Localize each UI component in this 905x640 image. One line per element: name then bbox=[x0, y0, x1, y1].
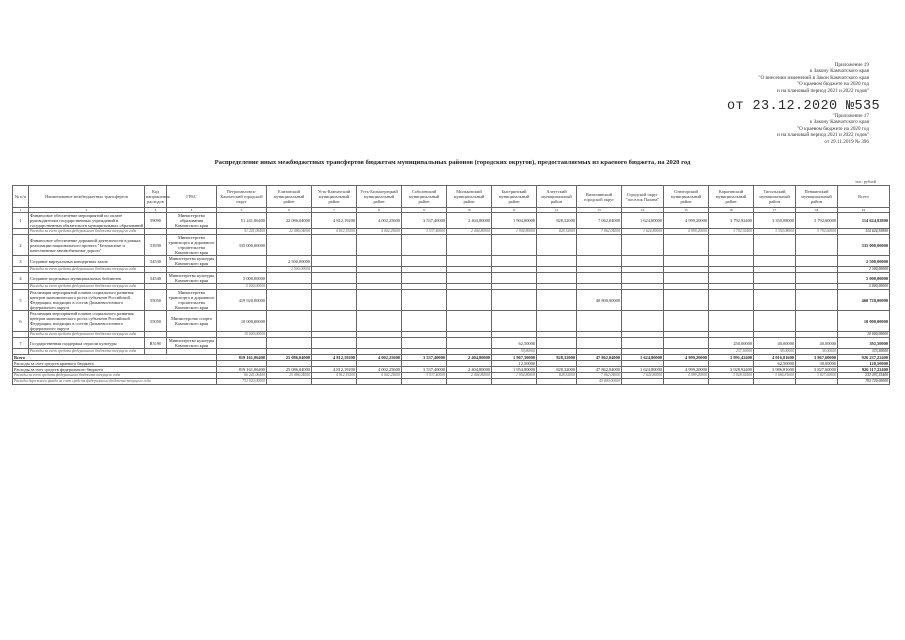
amount-cell: 250,00000 bbox=[709, 338, 754, 349]
total-amount-cell bbox=[754, 379, 796, 385]
column-header: Олюторский муниципальный район bbox=[664, 186, 709, 208]
total-amount-cell: 1 954,80000 bbox=[492, 367, 537, 373]
total-amount-cell: 62,50000 bbox=[754, 361, 796, 367]
total-amount-cell bbox=[537, 379, 577, 385]
column-number: 13 bbox=[577, 208, 622, 213]
amount-cell: 51 241,06400 bbox=[217, 229, 267, 235]
expense-code: 59090 bbox=[145, 213, 167, 229]
amount-cell: 3 792,60000 bbox=[796, 213, 838, 229]
transfer-name: Финансовое обеспечение дорожной деятельности в рамках реализации национального проекта "Безопасные и качественные автомобильные дороги" bbox=[29, 235, 145, 256]
amount-cell: 3 792,60000 bbox=[796, 229, 838, 235]
amount-cell bbox=[402, 311, 447, 332]
amount-cell bbox=[664, 290, 709, 311]
total-amount-cell bbox=[664, 379, 709, 385]
grbs-name: Министерство транспорта и дорожного строительства Камчатского края bbox=[167, 290, 217, 311]
amount-cell: 460 720,00000 bbox=[838, 290, 890, 311]
row-number: 4 bbox=[13, 273, 29, 284]
amount-cell: 5 000,00000 bbox=[838, 284, 890, 290]
row-number: 7 bbox=[13, 338, 29, 349]
amount-cell: 3 537,40000 bbox=[402, 213, 447, 229]
amount-cell bbox=[312, 311, 357, 332]
total-amount-cell: 232 297,22400 bbox=[838, 373, 890, 379]
total-amount-cell: 3 537,40000 bbox=[402, 355, 447, 361]
total-amount-cell: 2 404,80000 bbox=[447, 367, 492, 373]
total-amount-cell: 926 117,22400 bbox=[838, 367, 890, 373]
total-amount-cell: 819 161,06400 bbox=[217, 355, 267, 361]
amount-cell: 59,80000 bbox=[492, 349, 537, 355]
amount-cell: 4 812,19200 bbox=[312, 229, 357, 235]
transfer-name: Финансовое обеспечение мероприятий по оплате руководителям государственных учреждений и государственных обязательств муниципальных образований bbox=[30, 213, 143, 228]
total-amount-cell: 4 812,19200 bbox=[312, 373, 357, 379]
column-number: 2 bbox=[29, 208, 145, 213]
grbs-name: Министерство транспорта и дорожного строительства Камчатского края bbox=[167, 235, 217, 256]
total-amount-cell: 3 986,81600 bbox=[754, 367, 796, 373]
column-header: Всего bbox=[838, 186, 890, 208]
column-header: Вилючинский городской округ bbox=[577, 186, 622, 208]
column-number: 7 bbox=[312, 208, 357, 213]
column-number: 19 bbox=[838, 208, 890, 213]
amount-cell bbox=[492, 311, 537, 332]
amount-cell: 2 500,00000 bbox=[838, 256, 890, 267]
amount-cell bbox=[312, 273, 357, 284]
total-amount-cell bbox=[447, 379, 492, 385]
column-header: Пенжинский муниципальный район bbox=[796, 186, 838, 208]
column-number: 12 bbox=[537, 208, 577, 213]
amount-cell bbox=[577, 338, 622, 349]
amount-cell bbox=[537, 256, 577, 267]
amount-cell: 7 062,04000 bbox=[577, 229, 622, 235]
amount-cell bbox=[447, 290, 492, 311]
column-header: ГРБС bbox=[167, 186, 217, 208]
amount-cell bbox=[577, 273, 622, 284]
amount-cell bbox=[402, 338, 447, 349]
subheader-line: "О краевом бюджете на 2020 год bbox=[796, 125, 869, 132]
amount-cell bbox=[402, 235, 447, 256]
grbs-name: Министерство спорта Камчатского края bbox=[167, 311, 217, 332]
amount-cell bbox=[267, 235, 312, 256]
amount-cell: 4 999,20000 bbox=[664, 229, 709, 235]
expense-code: R5190 bbox=[145, 338, 167, 349]
appendix-line: "О внесении изменений в Закон Камчатского края bbox=[758, 74, 869, 81]
subheader-line: и на плановый период 2021 и 2022 годов" bbox=[777, 132, 869, 139]
amount-cell bbox=[447, 338, 492, 349]
amount-cell bbox=[664, 338, 709, 349]
total-amount-cell: 752 920,00000 bbox=[217, 379, 267, 385]
amount-cell: 2 404,80000 bbox=[447, 213, 492, 229]
amount-cell bbox=[754, 290, 796, 311]
amount-cell bbox=[796, 273, 838, 284]
amount-cell bbox=[217, 256, 267, 267]
amount-cell bbox=[709, 311, 754, 332]
total-amount-cell: 12,50000 bbox=[492, 361, 537, 367]
table-header bbox=[13, 186, 890, 213]
total-amount-cell: 4 002,25600 bbox=[357, 355, 402, 361]
amount-cell: 5 000,00000 bbox=[217, 284, 267, 290]
amount-cell: 40,00000 bbox=[796, 338, 838, 349]
amount-cell: 237,50000 bbox=[709, 349, 754, 355]
row-number: 6 bbox=[13, 311, 29, 332]
grbs-name: Министерство культуры Камчатского края bbox=[167, 273, 217, 284]
total-amount-cell: 3 867,60000 bbox=[796, 355, 838, 361]
total-amount-cell: 1 624,80000 bbox=[622, 373, 664, 379]
amount-cell: 4 002,25600 bbox=[357, 213, 402, 229]
appendix-subheader bbox=[777, 113, 869, 145]
total-amount-cell bbox=[796, 379, 838, 385]
amount-cell bbox=[402, 256, 447, 267]
amount-cell: 7 062,04000 bbox=[577, 213, 622, 229]
amount-cell bbox=[622, 290, 664, 311]
column-number: 3 bbox=[145, 208, 167, 213]
appendix-line: "О краевом бюджете на 2020 год bbox=[796, 81, 869, 88]
table-row bbox=[13, 290, 890, 311]
appendix-line: к Закону Камчатского края bbox=[809, 68, 869, 75]
transfer-name: Создание модельных муниципальных библиотек bbox=[29, 273, 145, 284]
total-amount-cell: 47 862,04000 bbox=[577, 355, 622, 361]
amount-cell bbox=[796, 290, 838, 311]
total-amount-cell: 828,32000 bbox=[537, 373, 577, 379]
expense-code: 54530 bbox=[145, 256, 167, 267]
subheader-line: от 29.11.2019 № 396 bbox=[824, 138, 869, 145]
column-header: Городской округ "поселок Палана" bbox=[622, 186, 664, 208]
amount-cell: 828,32000 bbox=[537, 213, 577, 229]
amount-cell bbox=[447, 311, 492, 332]
column-number: 16 bbox=[709, 208, 754, 213]
column-header: Наименование межбюджетных трансфертов bbox=[29, 186, 145, 208]
amount-cell bbox=[447, 273, 492, 284]
amount-cell: 3 792,92400 bbox=[709, 229, 754, 235]
total-amount-cell: 4 016,81600 bbox=[754, 355, 796, 361]
amount-cell bbox=[312, 338, 357, 349]
column-number: 18 bbox=[796, 208, 838, 213]
amount-cell: 40 800,00000 bbox=[577, 290, 622, 311]
total-amount-cell: 120,50000 bbox=[838, 361, 890, 367]
appendix-line: и на плановый период 2021 и 2022 годов" bbox=[777, 87, 869, 94]
total-amount-cell: 1 967,30000 bbox=[492, 355, 537, 361]
amount-cell bbox=[796, 256, 838, 267]
amount-cell: 62,50000 bbox=[492, 338, 537, 349]
table-row bbox=[13, 311, 890, 332]
amount-cell bbox=[664, 273, 709, 284]
amount-cell: 10 000,00000 bbox=[838, 332, 890, 338]
total-amount-cell: 7 062,04000 bbox=[577, 373, 622, 379]
amount-cell bbox=[754, 273, 796, 284]
row-number: 2 bbox=[13, 235, 29, 256]
amount-cell: 51 241,06400 bbox=[217, 213, 267, 229]
total-label: Расходы за счет средств федерального бюджета текущего года bbox=[13, 373, 217, 379]
expense-code: 53930 bbox=[145, 235, 167, 256]
transfer-name: Расходы за счет средств федерального бюджета текущего года bbox=[29, 267, 145, 273]
amount-cell bbox=[664, 235, 709, 256]
unit-label: тыс. рублей bbox=[855, 179, 876, 184]
amount-cell bbox=[754, 235, 796, 256]
column-header: Карагинский муниципальный район bbox=[709, 186, 754, 208]
total-amount-cell bbox=[312, 379, 357, 385]
amount-cell: 1 624,80000 bbox=[622, 213, 664, 229]
amount-cell bbox=[312, 235, 357, 256]
document-title: Распределение иных межбюджетных трансфертов бюджетам муниципальных районов (городских округов), предоставляемых из краевого бюджета, на 2020 год bbox=[214, 159, 691, 166]
column-header: Соболевский муниципальный район bbox=[402, 186, 447, 208]
amount-cell bbox=[622, 256, 664, 267]
total-amount-cell: 3 537,40000 bbox=[402, 373, 447, 379]
total-amount-cell: 25 086,04000 bbox=[267, 355, 312, 361]
total-amount-cell bbox=[402, 379, 447, 385]
total-label: Расходы за счет средств федерального бюджета bbox=[13, 367, 217, 373]
amount-cell bbox=[402, 290, 447, 311]
amount-cell bbox=[492, 290, 537, 311]
total-amount-cell: 3 537,40000 bbox=[402, 367, 447, 373]
amount-cell: 114 624,92800 bbox=[838, 229, 890, 235]
amount-cell bbox=[537, 338, 577, 349]
total-amount-cell: 828,32000 bbox=[537, 355, 577, 361]
total-amount-cell: 4 812,19200 bbox=[312, 355, 357, 361]
total-amount-cell: 25 086,04000 bbox=[267, 367, 312, 373]
amount-cell bbox=[622, 235, 664, 256]
amount-cell: 3 792,92400 bbox=[709, 213, 754, 229]
amount-cell: 4 999,20000 bbox=[664, 213, 709, 229]
column-number: 1 bbox=[13, 208, 29, 213]
total-amount-cell bbox=[622, 379, 664, 385]
expense-code: 55050 bbox=[145, 290, 167, 311]
amount-cell: 22 086,04000 bbox=[267, 229, 312, 235]
column-header: Быстринский муниципальный район bbox=[492, 186, 537, 208]
amount-cell: 2 500,00000 bbox=[267, 267, 312, 273]
amount-cell: 10 000,00000 bbox=[217, 332, 267, 338]
total-amount-cell: 4 999,20000 bbox=[664, 355, 709, 361]
total-amount-cell: 2 404,80000 bbox=[447, 355, 492, 361]
row-number: 3 bbox=[13, 256, 29, 267]
amount-cell bbox=[796, 311, 838, 332]
amount-cell bbox=[577, 235, 622, 256]
amount-cell bbox=[492, 273, 537, 284]
amount-cell: 10 000,00000 bbox=[838, 311, 890, 332]
total-amount-cell: 4 812,19200 bbox=[312, 367, 357, 373]
amount-cell bbox=[312, 290, 357, 311]
transfer-name: Расходы за счет средств федерального бюджета текущего года bbox=[29, 229, 145, 235]
column-number: 11 bbox=[492, 208, 537, 213]
column-number: 6 bbox=[267, 208, 312, 213]
column-header: Усть-Большерецкий муниципальный район bbox=[357, 186, 402, 208]
amount-cell bbox=[492, 256, 537, 267]
amount-cell bbox=[754, 311, 796, 332]
column-number: 14 bbox=[622, 208, 664, 213]
total-amount-cell: 3 686,81600 bbox=[754, 373, 796, 379]
total-amount-cell: 4 002,25600 bbox=[357, 373, 402, 379]
transfer-name: Расходы за счет средств федерального бюджета текущего года bbox=[29, 284, 145, 290]
subheader-line: "Приложение 17 bbox=[832, 113, 869, 119]
amount-cell: 40,00000 bbox=[754, 338, 796, 349]
amount-cell bbox=[754, 256, 796, 267]
amount-cell: 2 500,00000 bbox=[838, 267, 890, 273]
column-header: Тигильский муниципальный район bbox=[754, 186, 796, 208]
total-label: Всего bbox=[13, 355, 217, 361]
row-number: 5 bbox=[13, 290, 29, 311]
amount-cell: 1 624,80000 bbox=[622, 229, 664, 235]
total-amount-cell: 1 624,80000 bbox=[622, 355, 664, 361]
amount-cell: 5 000,00000 bbox=[217, 273, 267, 284]
total-amount-cell: 3 928,92400 bbox=[709, 373, 754, 379]
amount-cell: 2 404,80000 bbox=[447, 229, 492, 235]
column-header: Алеутский муниципальный район bbox=[537, 186, 577, 208]
amount-cell bbox=[447, 235, 492, 256]
total-amount-cell: 3 928,92400 bbox=[709, 367, 754, 373]
total-amount-cell: 828,32000 bbox=[537, 367, 577, 373]
amount-cell: 2 500,00000 bbox=[267, 256, 312, 267]
table-row bbox=[13, 213, 890, 229]
column-header: Мильковский муниципальный район bbox=[447, 186, 492, 208]
total-amount-cell: 926 237,22400 bbox=[838, 355, 890, 361]
table-body bbox=[13, 213, 890, 385]
amount-cell bbox=[267, 290, 312, 311]
amount-cell: 373,30000 bbox=[838, 349, 890, 355]
amount-cell bbox=[447, 256, 492, 267]
total-amount-cell: 25 086,04000 bbox=[267, 373, 312, 379]
amount-cell bbox=[267, 273, 312, 284]
amount-cell bbox=[577, 256, 622, 267]
amount-cell: 4 812,19200 bbox=[312, 213, 357, 229]
amount-cell bbox=[217, 338, 267, 349]
amount-cell: 22 086,04000 bbox=[267, 213, 312, 229]
total-amount-cell: 1 954,80000 bbox=[492, 373, 537, 379]
amount-cell bbox=[357, 256, 402, 267]
total-label: Расходы за счет средств краевого бюджета bbox=[13, 361, 217, 367]
amount-cell: 5 000,00000 bbox=[838, 273, 890, 284]
grbs-name: Министерство культуры Камчатского края bbox=[167, 338, 217, 349]
amount-cell bbox=[577, 311, 622, 332]
total-amount-cell: 2 404,80000 bbox=[447, 373, 492, 379]
column-header: Елизовский муниципальный район bbox=[267, 186, 312, 208]
amount-cell: 828,32000 bbox=[537, 229, 577, 235]
total-amount-cell: 819 161,06400 bbox=[217, 367, 267, 373]
amount-cell: 3 350,08000 bbox=[754, 229, 796, 235]
total-amount-cell: 793 720,00000 bbox=[838, 379, 890, 385]
amount-cell bbox=[357, 235, 402, 256]
total-amount-cell: 3 827,60000 bbox=[796, 367, 838, 373]
table-row bbox=[13, 338, 890, 349]
transfers-table bbox=[12, 185, 890, 385]
total-amount-cell bbox=[492, 379, 537, 385]
grbs-name: Министерство культуры Камчатского края bbox=[167, 256, 217, 267]
amount-cell bbox=[402, 273, 447, 284]
column-header: Петропавловск-Камчатский городской округ bbox=[217, 186, 267, 208]
amount-cell bbox=[709, 235, 754, 256]
amount-cell: 1 904,80000 bbox=[492, 229, 537, 235]
amount-cell bbox=[357, 338, 402, 349]
total-amount-cell: 4 999,20000 bbox=[664, 373, 709, 379]
expense-code: 55050 bbox=[145, 311, 167, 332]
appendix-header bbox=[758, 62, 869, 94]
total-amount-cell bbox=[709, 379, 754, 385]
column-number: 4 bbox=[167, 208, 217, 213]
total-amount-cell: 4 002,25600 bbox=[357, 367, 402, 373]
amount-cell: 392,50000 bbox=[838, 338, 890, 349]
amount-cell bbox=[664, 311, 709, 332]
total-amount-cell: 3 827,60000 bbox=[796, 373, 838, 379]
column-number: 15 bbox=[664, 208, 709, 213]
total-amount-cell bbox=[357, 379, 402, 385]
amount-cell bbox=[357, 290, 402, 311]
amount-cell bbox=[537, 290, 577, 311]
total-amount-cell: 66 241,06400 bbox=[217, 373, 267, 379]
row-number: 1 bbox=[13, 213, 29, 229]
transfer-name: Создание виртуальных концертных залов bbox=[29, 256, 145, 267]
amount-cell: 335 000,00000 bbox=[838, 235, 890, 256]
total-amount-cell: 3 991,42400 bbox=[709, 355, 754, 361]
total-amount-cell bbox=[267, 379, 312, 385]
total-amount-cell: 47 862,04000 bbox=[577, 367, 622, 373]
expense-code: 54540 bbox=[145, 273, 167, 284]
amount-cell: 3 350,08000 bbox=[754, 213, 796, 229]
amount-cell: 114 624,92800 bbox=[838, 213, 890, 229]
column-header: Код направления расходов bbox=[145, 186, 167, 208]
amount-cell bbox=[312, 256, 357, 267]
column-header: № п/п bbox=[13, 186, 29, 208]
table-row bbox=[13, 256, 890, 267]
amount-cell bbox=[537, 235, 577, 256]
total-amount-cell: 1 624,80000 bbox=[622, 367, 664, 373]
amount-cell: 3 537,40000 bbox=[402, 229, 447, 235]
amount-cell bbox=[709, 290, 754, 311]
total-amount-cell: 40 800,00000 bbox=[577, 379, 622, 385]
transfer-name: Реализация мероприятий планов социального развития центров экономического роста субъектов Российской Федерации, входящих в состав Дальневосточного федерального округа bbox=[29, 290, 145, 311]
amount-cell bbox=[664, 256, 709, 267]
amount-cell bbox=[357, 311, 402, 332]
total-row bbox=[13, 379, 890, 385]
amount-cell: 335 000,00000 bbox=[217, 235, 267, 256]
amount-cell: 10 000,00000 bbox=[217, 311, 267, 332]
column-number: 5 bbox=[217, 208, 267, 213]
amount-cell: 419 920,00000 bbox=[217, 290, 267, 311]
amount-cell bbox=[267, 311, 312, 332]
date-number-stamp: от 23.12.2020 №535 bbox=[727, 99, 881, 114]
column-number: 9 bbox=[402, 208, 447, 213]
amount-cell bbox=[537, 311, 577, 332]
amount-cell bbox=[357, 273, 402, 284]
amount-cell bbox=[622, 273, 664, 284]
column-number: 17 bbox=[754, 208, 796, 213]
column-number: 10 bbox=[447, 208, 492, 213]
column-header: Усть-Камчатский муниципальный район bbox=[312, 186, 357, 208]
amount-cell bbox=[622, 338, 664, 349]
amount-cell bbox=[709, 273, 754, 284]
amount-cell: 4 002,25600 bbox=[357, 229, 402, 235]
amount-cell bbox=[622, 311, 664, 332]
amount-cell: 1 904,80000 bbox=[492, 213, 537, 229]
amount-cell: 38,00000 bbox=[796, 349, 838, 355]
transfer-name: Расходы за счет средств федерального бюджета текущего года bbox=[29, 349, 145, 355]
table-row bbox=[13, 235, 890, 256]
amount-cell bbox=[492, 235, 537, 256]
appendix-line: Приложение 19 bbox=[834, 62, 869, 68]
amount-cell: 38,00000 bbox=[754, 349, 796, 355]
amount-cell bbox=[537, 273, 577, 284]
transfer-name: Реализация мероприятий планов социального развития центров экономического роста субъектов Российской Федерации, входящих в состав Дальневосточного федерального округа bbox=[29, 311, 145, 332]
amount-cell bbox=[709, 256, 754, 267]
table-row bbox=[13, 273, 890, 284]
grbs-name: Министерство образования Камчатского края bbox=[167, 213, 217, 229]
amount-cell bbox=[267, 338, 312, 349]
column-number: 8 bbox=[357, 208, 402, 213]
transfer-name: Государственная поддержка отрасли культуры bbox=[29, 338, 145, 349]
subheader-line: к Закону Камчатского края bbox=[809, 119, 869, 126]
total-amount-cell: 4 999,20000 bbox=[664, 367, 709, 373]
total-label: Расходы дорожного фонда за счет средств федерального бюджета текущего года bbox=[13, 379, 217, 385]
total-amount-cell: 30,00000 bbox=[796, 361, 838, 367]
amount-cell bbox=[796, 235, 838, 256]
transfer-name: Расходы за счет средств федерального бюджета текущего года bbox=[29, 332, 145, 338]
